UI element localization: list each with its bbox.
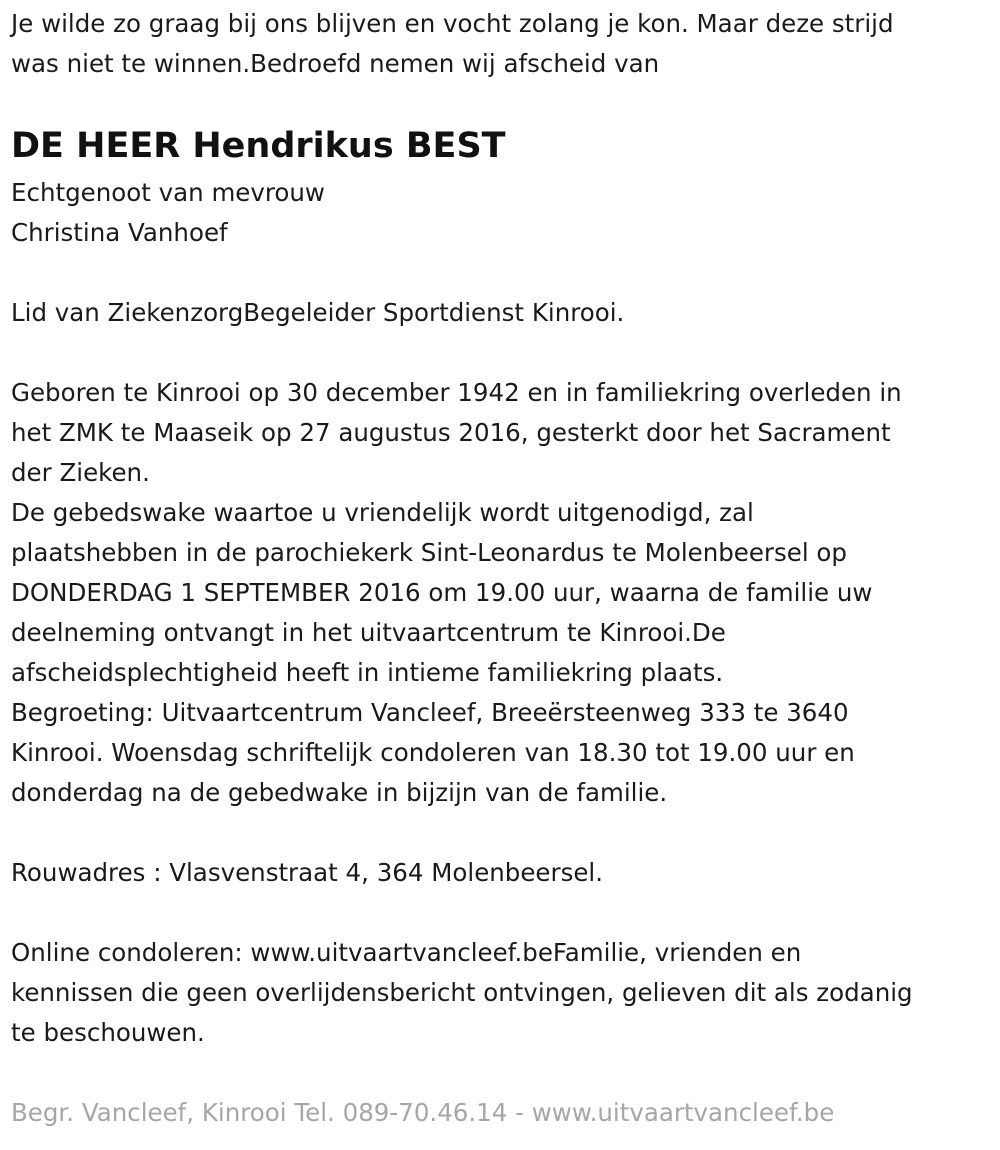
- membership-line: Lid van ZiekenzorgBegeleider Sportdienst Kinrooi.: [11, 298, 625, 327]
- details-line: plaatshebben in de parochiekerk Sint-Leonardus te Molenbeersel op: [11, 538, 847, 567]
- online-line: te beschouwen.: [11, 1018, 205, 1047]
- details-line: donderdag na de gebedwake in bijzijn van de familie.: [11, 778, 668, 807]
- spouse-line: Christina Vanhoef: [11, 218, 228, 247]
- details-line: deelneming ontvangt in het uitvaartcentrum te Kinrooi.De: [11, 618, 726, 647]
- intro-line: was niet te winnen.Bedroefd nemen wij afscheid van: [11, 49, 660, 78]
- intro-line: Je wilde zo graag bij ons blijven en vocht zolang je kon. Maar deze strijd: [11, 9, 894, 38]
- online-line: Online condoleren: www.uitvaartvancleef.beFamilie, vrienden en: [11, 938, 802, 967]
- address-line: Rouwadres : Vlasvenstraat 4, 364 Molenbeersel.: [11, 858, 604, 887]
- details-line: De gebedswake waartoe u vriendelijk wordt uitgenodigd, zal: [11, 498, 754, 527]
- details-line: afscheidsplechtigheid heeft in intieme familiekring plaats.: [11, 658, 724, 687]
- details-line: Kinrooi. Woensdag schriftelijk condoleren van 18.30 tot 19.00 uur en: [11, 738, 855, 767]
- online-line: kennissen die geen overlijdensbericht ontvingen, gelieven dit als zodanig: [11, 978, 913, 1007]
- online-condolence-paragraph: [11, 933, 913, 1053]
- details-line: Begroeting: Uitvaartcentrum Vancleef, Breeërsteenweg 333 te 3640: [11, 698, 849, 727]
- details-line: DONDERDAG 1 SEPTEMBER 2016 om 19.00 uur, waarna de familie uw: [11, 578, 873, 607]
- details-line: der Zieken.: [11, 458, 150, 487]
- mourning-address: [11, 853, 603, 893]
- details-paragraph: [11, 373, 902, 813]
- funeral-home-footer: [11, 1093, 834, 1133]
- details-line: het ZMK te Maaseik op 27 augustus 2016, gesterkt door het Sacrament: [11, 418, 891, 447]
- deceased-name: DE HEER Hendrikus BEST: [11, 126, 506, 166]
- details-line: Geboren te Kinrooi op 30 december 1942 en in familiekring overleden in: [11, 378, 902, 407]
- intro-paragraph: [11, 4, 894, 84]
- spouse-line: Echtgenoot van mevrouw: [11, 178, 325, 207]
- footer-line: Begr. Vancleef, Kinrooi Tel. 089-70.46.14 - www.uitvaartvancleef.be: [11, 1098, 835, 1127]
- membership-paragraph: [11, 293, 624, 333]
- spouse-paragraph: [11, 173, 325, 253]
